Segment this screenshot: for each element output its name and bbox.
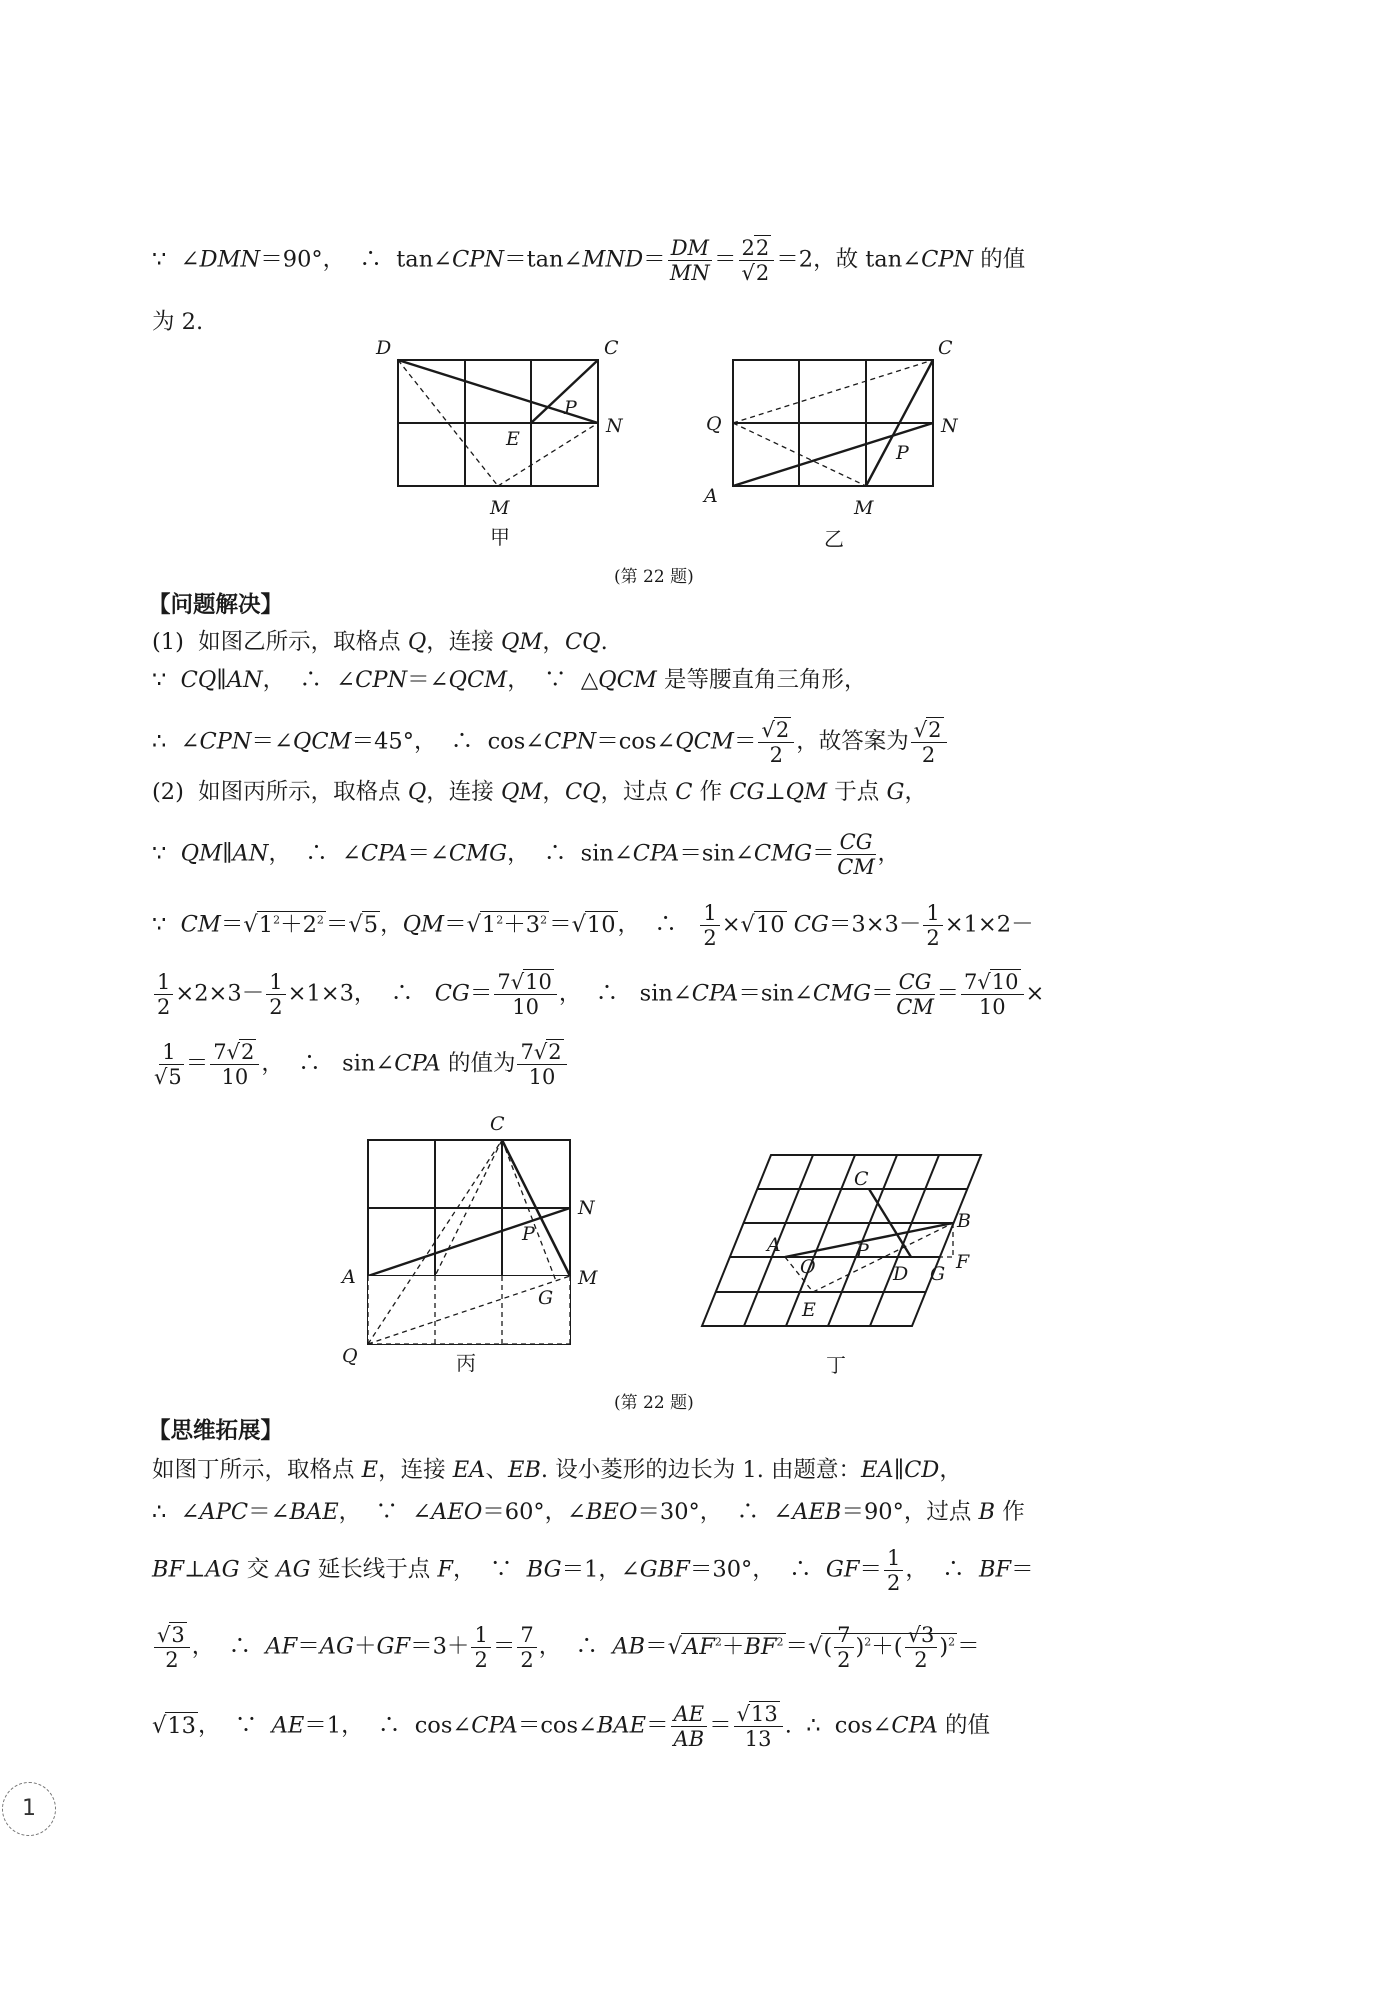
label-C: C bbox=[938, 337, 953, 359]
text-p2b: ∵ QM∥AN， ∴ ∠CPA＝∠CMG， ∴ sin∠CPA＝sin∠CMG＝ $\frac{CG}{CM}$ ， bbox=[152, 830, 901, 879]
text-q4: $\frac{√3}{2}$ ， ∴ AF＝AG＋GF＝3＋ $\frac{1}{2}$ ＝ $\frac{7}{2}$ ， ∴ $AB=√AF^2+BF^2=√$( $\frac{7}{2}$ )$^2$＋( $\frac{√3}{2}$ )$^2$＝ bbox=[152, 1622, 980, 1672]
label-G: G bbox=[930, 1263, 946, 1285]
page-number-badge: 1 bbox=[2, 1782, 56, 1836]
label-E: E bbox=[506, 428, 520, 450]
label-P: P bbox=[522, 1223, 535, 1245]
text-p2d: $\frac{1}{2}$ ×2×3－ $\frac{1}{2}$ ×1×3， ∴ CG＝ $\frac{7√10}{10}$ ， ∴ sin∠CPA＝sin∠CMG＝ $\frac{CG}{CM}$ ＝ $\frac{7√10}{10}$ × bbox=[152, 970, 1044, 1019]
text-line-1: ∵ ∠DMN＝90°， ∴ tan∠CPN＝tan∠MND＝ $\frac{DM}{MN}$ ＝ $\frac{22}{√2}$ ＝2，故 tan∠CPN 的值 bbox=[152, 236, 1026, 285]
figure-bing bbox=[338, 1100, 610, 1382]
text-q3: BF⊥AG 交 AG 延长线于点 F， ∵ BG＝1，∠GBF＝30°， ∴ GF＝ $\frac{1}{2}$ ， ∴ BF＝ bbox=[152, 1546, 1034, 1595]
figure-caption-top: (第 22 题) bbox=[614, 567, 694, 587]
figure-yi bbox=[700, 332, 970, 562]
label-M: M bbox=[490, 497, 510, 519]
figure-jia bbox=[370, 332, 640, 552]
label-Q: Q bbox=[706, 413, 722, 435]
label-D: D bbox=[893, 1263, 909, 1285]
label-B: B bbox=[957, 1210, 971, 1232]
label-Q: Q bbox=[342, 1345, 358, 1367]
figure-yi-name: 乙 bbox=[824, 527, 844, 551]
label-O: O bbox=[800, 1256, 816, 1278]
label-P: P bbox=[564, 397, 577, 419]
text-p1c: ∴ ∠CPN＝∠QCM＝45°， ∴ cos∠CPN＝cos∠QCM＝ $\frac{√2}{2}$ ，故答案为 $\frac{√2}{2}$ bbox=[152, 718, 949, 767]
label-A: A bbox=[704, 485, 718, 507]
label-G: G bbox=[538, 1287, 554, 1309]
text-q2: ∴ ∠APC＝∠BAE， ∵ ∠AEO＝60°，∠BEO＝30°， ∴ ∠AEB＝90°，过点 B 作 bbox=[152, 1499, 1025, 1525]
text-q1: 如图丁所示，取格点 E，连接 EA、EB. 设小菱形的边长为 1. 由题意：EA∥CD， bbox=[152, 1457, 962, 1483]
label-P: P bbox=[896, 442, 909, 464]
label-M: M bbox=[854, 497, 874, 519]
figure-jia-name: 甲 bbox=[490, 525, 510, 549]
text-p1a: (1) 如图乙所示，取格点 Q，连接 QM，CQ. bbox=[152, 629, 608, 655]
label-P: P bbox=[856, 1240, 869, 1262]
label-N: N bbox=[941, 415, 958, 437]
text-p1b: ∵ CQ∥AN， ∴ ∠CPN＝∠QCM， ∵ △QCM 是等腰直角三角形， bbox=[152, 667, 867, 693]
figure-caption-bottom: (第 22 题) bbox=[614, 1393, 694, 1413]
label-E: E bbox=[802, 1299, 816, 1321]
text-p2e: $\frac{1}{√5}$ ＝ $\frac{7√2}{10}$ ， ∴ sin∠CPA 的值为 $\frac{7√2}{10}$ bbox=[152, 1040, 569, 1089]
section-heading-thinking-extension: 【思维拓展】 bbox=[148, 1418, 284, 1444]
figure-ding bbox=[650, 1140, 1010, 1380]
label-F: F bbox=[956, 1251, 970, 1273]
label-A: A bbox=[342, 1266, 356, 1288]
figure-ding-name: 丁 bbox=[826, 1353, 846, 1377]
label-C: C bbox=[854, 1168, 869, 1190]
section-heading-problem-solving: 【问题解决】 bbox=[148, 592, 284, 618]
figure-bing-name: 丙 bbox=[456, 1351, 476, 1375]
label-C: C bbox=[490, 1113, 505, 1135]
label-N: N bbox=[578, 1197, 595, 1219]
text-line-2: 为 2. bbox=[152, 309, 204, 335]
label-C: C bbox=[604, 337, 619, 359]
text-q5: √13， ∵ AE＝1， ∴ cos∠CPA＝cos∠BAE＝ $\frac{AE}{AB}$ ＝ $\frac{√13}{13}$ . ∴ cos∠CPA 的值 bbox=[152, 1702, 991, 1751]
label-A: A bbox=[767, 1234, 781, 1256]
text-p2a: (2) 如图丙所示，取格点 Q，连接 QM，CQ，过点 C 作 CG⊥QM 于点 G， bbox=[152, 779, 927, 805]
label-N: N bbox=[606, 415, 623, 437]
label-D: D bbox=[376, 337, 392, 359]
label-M: M bbox=[578, 1267, 598, 1289]
text-p2c: ∵ $CM=√1^2+2^2=√5$，$QM=√1^2+3^2=√10$， ∴ $\frac{1}{2}$ ×√10 CG＝3×3－ $\frac{1}{2}$ ×1×2－ bbox=[152, 901, 1034, 950]
